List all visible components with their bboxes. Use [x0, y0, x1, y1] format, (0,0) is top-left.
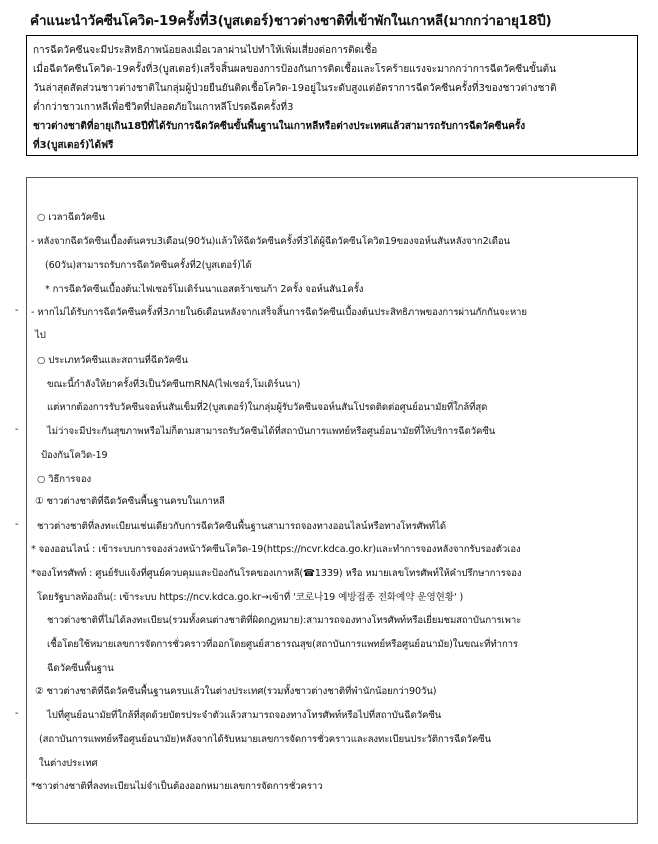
- body-line: ขณะนี้กำลังให้ยาครั้งที่3เป็นวัคซีนmRNA(ไฟเซอร์,โมเดิร์นนา): [47, 379, 301, 390]
- note-line: โดยรัฐบาลท้องถิ่น(: เข้าระบบ https://ncv.kdca.go.kr→เข้าที่ '코로나19 예방접종 전화예약 운영현황' ): [37, 592, 464, 603]
- intro-line: เมื่อฉีดวัคซีนโควิด-19ครั้งที่3(บูสเตอร์)เสร็จสิ้นผลของการป้องกันการติดเชื้อและโรคร้ายแรงจะมากกว่าการฉีดวัคซีนขั้นต้น: [33, 64, 556, 75]
- body-line: ป้องกันโควิด-19: [41, 450, 108, 461]
- section-heading-vaccine-type: ○ ประเภทวัคซีนและสถานที่ฉีดวัคซีน: [37, 355, 188, 366]
- subsection-heading: ① ชาวต่างชาติที่ฉีดวัคซีนพื้นฐานครบในเกาหลี: [35, 496, 225, 507]
- section-heading-booking: ○ วิธีการจอง: [37, 474, 92, 485]
- body-line: (สถาบันการแพทย์หรือศูนย์อนามัย)หลังจากได้รับหมายเลขการจัดการชั่วคราวและลงทะเบียนประวัติการฉีดวัคซีน: [39, 734, 492, 745]
- intro-line: ต่ำกว่าชาวเกาหลีเพื่อชีวิตที่ปลอดภัยในเกาหลีโปรดฉีดครั้งที่3: [33, 102, 294, 113]
- note-line: * การฉีดวัคซีนเบื้องต้น:ไฟเซอร์โมเดิร์นนาแอสตร้าเซนก้า 2ครั้ง จอห์นสัน1ครั้ง: [45, 284, 364, 295]
- intro-highlight: ชาวต่างชาติที่อายุเกิน18ปีที่ได้รับการฉีดวัคซีนขั้นพื้นฐานในเกาหลีหรือต่างประเทศแล้วสามารถรับการฉีดวัคซีนครั้ง: [33, 121, 526, 132]
- body-line: - หลังจากฉีดวัคซีนเบื้องต้นครบ3เดือน(90วัน)แล้วให้ฉีดวัคซีนครั้งที่3ได้ผู้ฉีดวัคซีนโควิด19ของจอห์นสันหลังจาก2เดือน: [31, 236, 511, 247]
- subsection-heading: ② ชาวต่างชาติที่ฉีดวัคซีนพื้นฐานครบแล้วในต่างประเทศ(รวมทั้งชาวต่างชาติที่พำนักน้อยกว่า90วัน): [35, 686, 437, 697]
- body-line: ไม่ว่าจะมีประกันสุขภาพหรือไม่ก็ตามสามารถรับวัคซีนได้ที่สถาบันการแพทย์หรือศูนย์อนามัยที่ให้บริการฉีดวัคซีน: [47, 426, 496, 437]
- body-line: เชื้อโดยใช้หมายเลขการจัดการชั่วคราวที่ออกโดยศูนย์สาธารณสุข(สถาบันการแพทย์หรือศูนย์อนามัย)ในขณะที่ทำการ: [47, 639, 518, 650]
- intro-box: [26, 35, 638, 156]
- body-line: ชาวต่างชาติที่ลงทะเบียนเช่นเดียวกับการฉีดวัคซีนพื้นฐานสามารถจองทางออนไลน์หรือทางโทรศัพท์ได้: [37, 521, 446, 532]
- intro-line: การฉีดวัคซีนจะมีประสิทธิภาพน้อยลงเมื่อเวลาผ่านไปทำให้เพิ่มเสี่ยงต่อการติดเชื้อ: [33, 45, 378, 56]
- details-box: [15, 177, 638, 824]
- body-line: (60วัน)สามารถรับการฉีดวัคซีนครั้งที่2(บูสเตอร์)ได้: [45, 260, 252, 271]
- page-title: คำแนะนำวัคซีนโควิด-19ครั้งที่3(บูสเตอร์)ชาวต่างชาติที่เข้าพักในเกาหลี(มากกว่าอายุ18ปี): [30, 13, 552, 29]
- body-line: แต่หากต้องการรับวัคซีนจอห์นสันเข็มที่2(บูสเตอร์)ในกลุ่มผู้รับวัคซีนจอห์นสันโปรดติดต่อศูนย์อนามัยที่ใกล้ที่สุด: [47, 402, 488, 413]
- body-line: ชาวต่างชาติที่ไม่ได้ลงทะเบียน(รวมทั้งคนต่างชาติที่ผิดกฎหมาย):สามารถจองทางโทรศัพท์หรือเยี่ยมชมสถาบันการเพาะ: [47, 615, 522, 626]
- body-line: ในต่างประเทศ: [39, 758, 98, 769]
- note-line: *จองโทรศัพท์ : ศูนย์รับแจ้งที่ศูนย์ควบคุมและป้องกันโรคของเกาหลี(☎1339) หรือ หมายเลขโทรศัพท์ให้คำปรึกษาการจอง: [31, 568, 522, 579]
- body-line: ไปที่ศูนย์อนามัยที่ใกล้ที่สุดด้วยบัตรประจำตัวแล้วสามารถจองทางโทรศัพท์หรือไปที่สถาบันฉีดวัคซีน: [47, 710, 442, 721]
- margin-dash: -: [15, 519, 19, 530]
- margin-dash: -: [15, 305, 19, 316]
- section-heading-timing: ○ เวลาฉีดวัคซีน: [37, 212, 105, 223]
- note-line: * จองออนไลน์ : เข้าระบบการจองล่วงหน้าวัคซีนโควิด-19(https://ncvr.kdca.go.kr)และทำการจองหลังจากรับรองตัวเอง: [31, 544, 521, 555]
- note-line: *ชาวต่างชาติที่ลงทะเบียนไม่จำเป็นต้องออกหมายเลขการจัดการชั่วคราว: [31, 781, 323, 792]
- body-line: - หากไม่ได้รับการฉีดวัคซีนครั้งที่3ภายใน6เดือนหลังจากเสร็จสิ้นการฉีดวัคซีนเบื้องต้นประสิทธิภาพของการผ่านกักกันจะหาย: [31, 307, 527, 318]
- intro-highlight: ที่3(บูสเตอร์)ได้ฟรี: [33, 140, 114, 151]
- margin-dash: -: [15, 424, 19, 435]
- body-line: ฉีดวัคซีนพื้นฐาน: [47, 663, 114, 674]
- body-line: ไป: [35, 330, 46, 341]
- intro-line: วันล่าสุดสัดส่วนชาวต่างชาติในกลุ่มผู้ป่วยยืนยันติดเชื้อโควิด-19อยู่ในระดับสูงแต่อัตราการฉีดวัคซีนครั้งที่3ของชาวต่างชาติ: [33, 83, 557, 94]
- margin-dash: -: [15, 708, 19, 719]
